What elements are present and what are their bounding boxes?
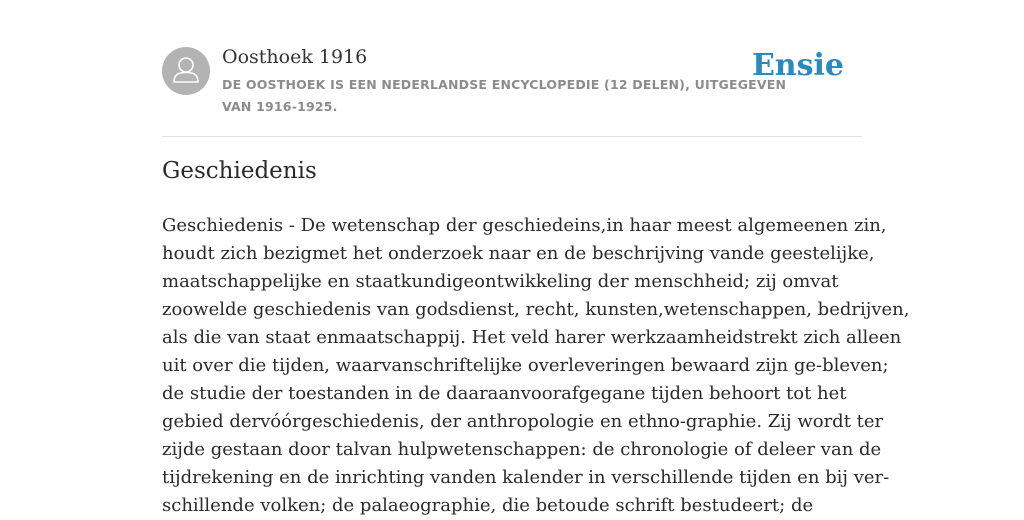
- article-line: zijde gestaan door talvan hulpwetenschappen: de chronologie of deleer van de: [162, 439, 882, 460]
- article-line: schillende volken; de palaeographie, die betoude schrift bestudeert; de: [162, 495, 814, 516]
- article-line: als die van staat enmaatschappij. Het veld harer werkzaamheidstrekt zich alleen: [162, 327, 902, 348]
- article-line: Geschiedenis - De wetenschap der geschiedeins,in haar meest algemeenen zin,: [162, 215, 887, 236]
- source-description-line: DE OOSTHOEK IS EEN NEDERLANDSE ENCYCLOPEDIE (12 DELEN), UITGEGEVEN: [222, 77, 787, 92]
- article-line: gebied dervóórgeschiedenis, der anthropologie en ethno-graphie. Zij wordt ter: [162, 411, 884, 432]
- source-description: [222, 74, 787, 118]
- article-line: tijdrekening en de inrichting vanden kalender in verschillende tijden en bij ver-: [162, 467, 890, 488]
- article-line: uit over die tijden, waarvanschriftelijke overleveringen bewaard zijn ge-bleven;: [162, 355, 889, 376]
- article-body: [162, 212, 910, 520]
- article-line: zoowelde geschiedenis van godsdienst, recht, kunsten,wetenschappen, bedrijven,: [162, 299, 910, 320]
- article-line: maatschappelijke en staatkundigeontwikkeling der menschheid; zij omvat: [162, 271, 839, 292]
- article-line: houdt zich bezigmet het onderzoek naar en de beschrijving vande geestelijke,: [162, 243, 875, 264]
- ensie-logo[interactable]: Ensie: [751, 48, 844, 83]
- article-title: Geschiedenis: [162, 158, 317, 184]
- user-silhouette-icon[interactable]: [162, 47, 210, 95]
- source-description-line: VAN 1916-1925.: [222, 99, 338, 114]
- article-line: de studie der toestanden in de daaraanvoorafgegane tijden behoort tot het: [162, 383, 847, 404]
- source-header: [162, 44, 862, 137]
- source-name[interactable]: Oosthoek 1916: [222, 46, 368, 68]
